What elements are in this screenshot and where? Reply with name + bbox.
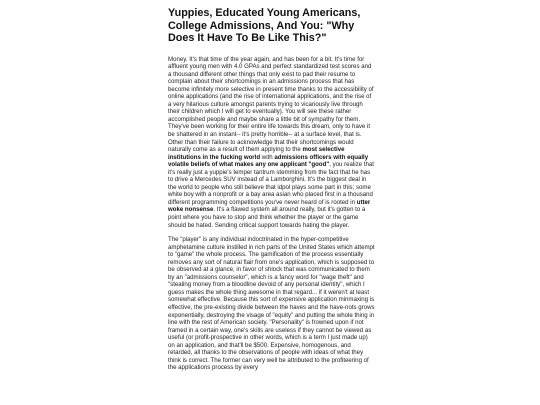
text-run: . It's a flawed system all around really, but it's gotten to a point where you have to stop and think whether the player or the game should be hated. Sending critical support towards hating the player. — [168, 206, 366, 229]
text-run: Money. It's that time of the year again, and has been for a bit. It's time for affluent young men with 4.0 GPAs and perfect standardized test scores and a thousand different other things that only exist to pad their resume to complain about their shortcomings in an admissions process that has become infinitely more selective in present time thanks to the accessibility of online applications (and the rise of international applications, and the rise of a very hilarious culture amongst parents trying to vicariously live through their children which I will get to eventually). You will see these rather accomplished people and maybe share a little bit of sympathy for them. They've been working for their entire life towards this dream, only to have it be shattered in an instant-- it's pretty horrible-- at a surface level, that is. Other than their failure to acknowledge that their shortcomings would naturally come as a result of them applying to the — [168, 55, 374, 154]
text-run: , you realize that it's really just a yuppie's temper tantrum stemming from the fact that he has to drive a Mercedes SUV instead of a Lamborghini. It's the biggest deal in the world to people who still believe that idpol plays some part in this; some white boy with a nonprofit or a bay area asian who placed first in a thousand different programming competitions you've never heard of is rooted in — [168, 161, 374, 206]
article — [168, 7, 375, 379]
bold-phrase: most selective institutions in the fucking world — [168, 146, 345, 161]
bold-phrase: utter woke nonsense — [168, 198, 371, 214]
bold-phrase: admissions officers with equally volatile beliefs of what makes any one applicant "good" — [168, 153, 369, 169]
article-paragraph-1 — [168, 56, 375, 230]
text-run: with — [260, 153, 275, 161]
article-paragraph-2: The "player" is any individual indoctrinated in the hyper-competitive amphetamine culture instilled in rich parts of the United States which attempt to "game" the whole process. The gamification of the process essentially removes any sort of natural flair from one's application, which is supposed to be observed at a glance, in favor of shlock that was communicated to them by an "admissions counselor", which is a fancy word for "wage theft" and "stealing money from a bloodline devoid of any personal identity", which I guess makes the whole thing awesome in that regard... if it weren't at least somewhat effective. Because this sort of expensive application minmaxing is effective, the pre-existing divide between the haves and the have-nots grows exponentially, destroying the visage of "equity" and putting the whole thing in line with the rest of American society. "Personality" is frowned upon if not framed in a certain way, one's skills are useless if they cannot be viewed as useful (or profit-prospective in other words, which is a term I just made up) on an application, and that'll be $500. Expensive, homogenous, and retarded, all thanks to the observations of people with ideas of what they think is correct. The former can very well be attributed to the profiteering of the applications process by every — [168, 236, 375, 372]
article-title: Yuppies, Educated Young Americans, College Admissions, And You: "Why Does It Have To Be Like This?" — [168, 7, 361, 44]
